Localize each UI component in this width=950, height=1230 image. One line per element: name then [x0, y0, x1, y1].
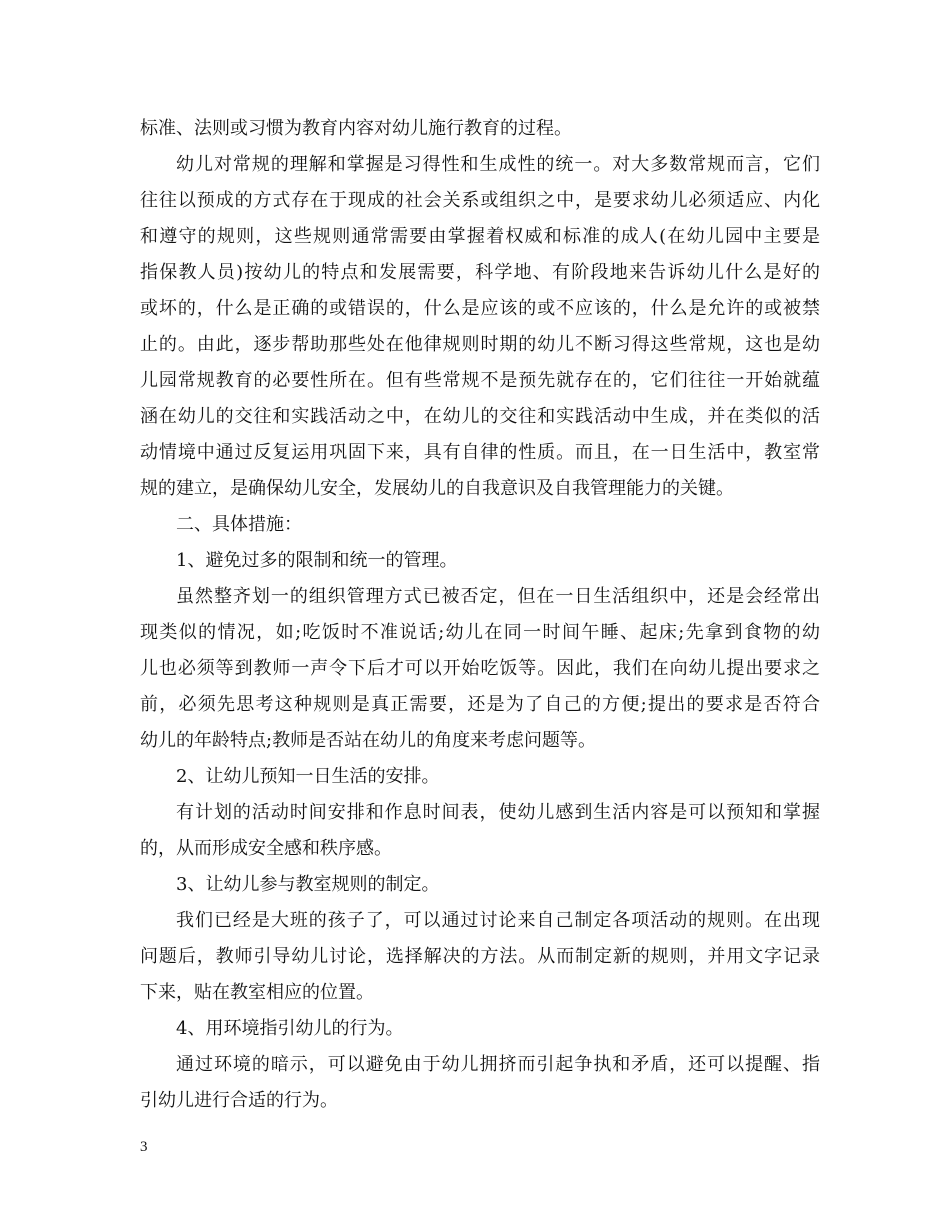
- paragraph-line: 前，必须先思考这种规则是真正需要，还是为了自己的方便;提出的要求是否符合: [140, 694, 820, 715]
- paragraph-line: 指保教人员)按幼儿的特点和发展需要，科学地、有阶段地来告诉幼儿什么是好的: [140, 262, 820, 283]
- paragraph-line: 通过环境的暗示，可以避免由于幼儿拥挤而引起争执和矛盾，还可以提醒、指: [176, 1054, 820, 1075]
- paragraph-line: 往往以预成的方式存在于现成的社会关系或组织之中，是要求幼儿必须适应、内化: [140, 190, 820, 211]
- paragraph-line: 下来，贴在教室相应的位置。: [140, 982, 374, 1003]
- paragraph-line: 规的建立，是确保幼儿安全，发展幼儿的自我意识及自我管理能力的关键。: [140, 478, 734, 499]
- paragraph-line: 或坏的，什么是正确的或错误的，什么是应该的或不应该的，什么是允许的或被禁: [140, 298, 820, 319]
- subheading: 4、用环境指引幼儿的行为。: [176, 1018, 404, 1039]
- paragraph-line: 止的。由此，逐步帮助那些处在他律规则时期的幼儿不断习得这些常规，这也是幼: [140, 334, 820, 355]
- paragraph-line: 引幼儿进行合适的行为。: [140, 1090, 338, 1111]
- paragraph-line: 儿也必须等到教师一声令下后才可以开始吃饭等。因此，我们在向幼儿提出要求之: [140, 658, 820, 679]
- section-heading: 二、具体措施：: [176, 514, 302, 535]
- paragraph-line: 涵在幼儿的交往和实践活动之中，在幼儿的交往和实践活动中生成，并在类似的活: [140, 406, 820, 427]
- paragraph-line: 的，从而形成安全感和秩序感。: [140, 838, 392, 859]
- paragraph-line: 虽然整齐划一的组织管理方式已被否定，但在一日生活组织中，还是会经常出: [176, 586, 820, 607]
- subheading: 3、让幼儿参与教室规则的制定。: [176, 874, 440, 895]
- paragraph-line: 和遵守的规则，这些规则通常需要由掌握着权威和标准的成人(在幼儿园中主要是: [140, 226, 820, 247]
- subheading: 2、让幼儿预知一日生活的安排。: [176, 766, 440, 787]
- paragraph-line: 我们已经是大班的孩子了，可以通过讨论来自己制定各项活动的规则。在出现: [176, 910, 820, 931]
- paragraph-line: 儿园常规教育的必要性所在。但有些常规不是预先就存在的，它们往往一开始就蕴: [140, 370, 820, 391]
- paragraph-line: 有计划的活动时间安排和作息时间表，使幼儿感到生活内容是可以预知和掌握: [176, 802, 820, 823]
- paragraph-line: 动情境中通过反复运用巩固下来，具有自律的性质。而且，在一日生活中，教室常: [140, 442, 820, 463]
- paragraph-line: 现类似的情况，如;吃饭时不准说话;幼儿在同一时间午睡、起床;先拿到食物的幼: [140, 622, 820, 643]
- paragraph-line: 幼儿的年龄特点;教师是否站在幼儿的角度来考虑问题等。: [140, 730, 597, 751]
- paragraph-line: 幼儿对常规的理解和掌握是习得性和生成性的统一。对大多数常规而言，它们: [176, 154, 820, 175]
- paragraph-line: 标准、法则或习惯为教育内容对幼儿施行教育的过程。: [140, 118, 572, 139]
- paragraph-line: 问题后，教师引导幼儿讨论，选择解决的方法。从而制定新的规则，并用文字记录: [140, 946, 820, 967]
- page-number: 3: [140, 1139, 148, 1155]
- subheading: 1、避免过多的限制和统一的管理。: [176, 550, 458, 571]
